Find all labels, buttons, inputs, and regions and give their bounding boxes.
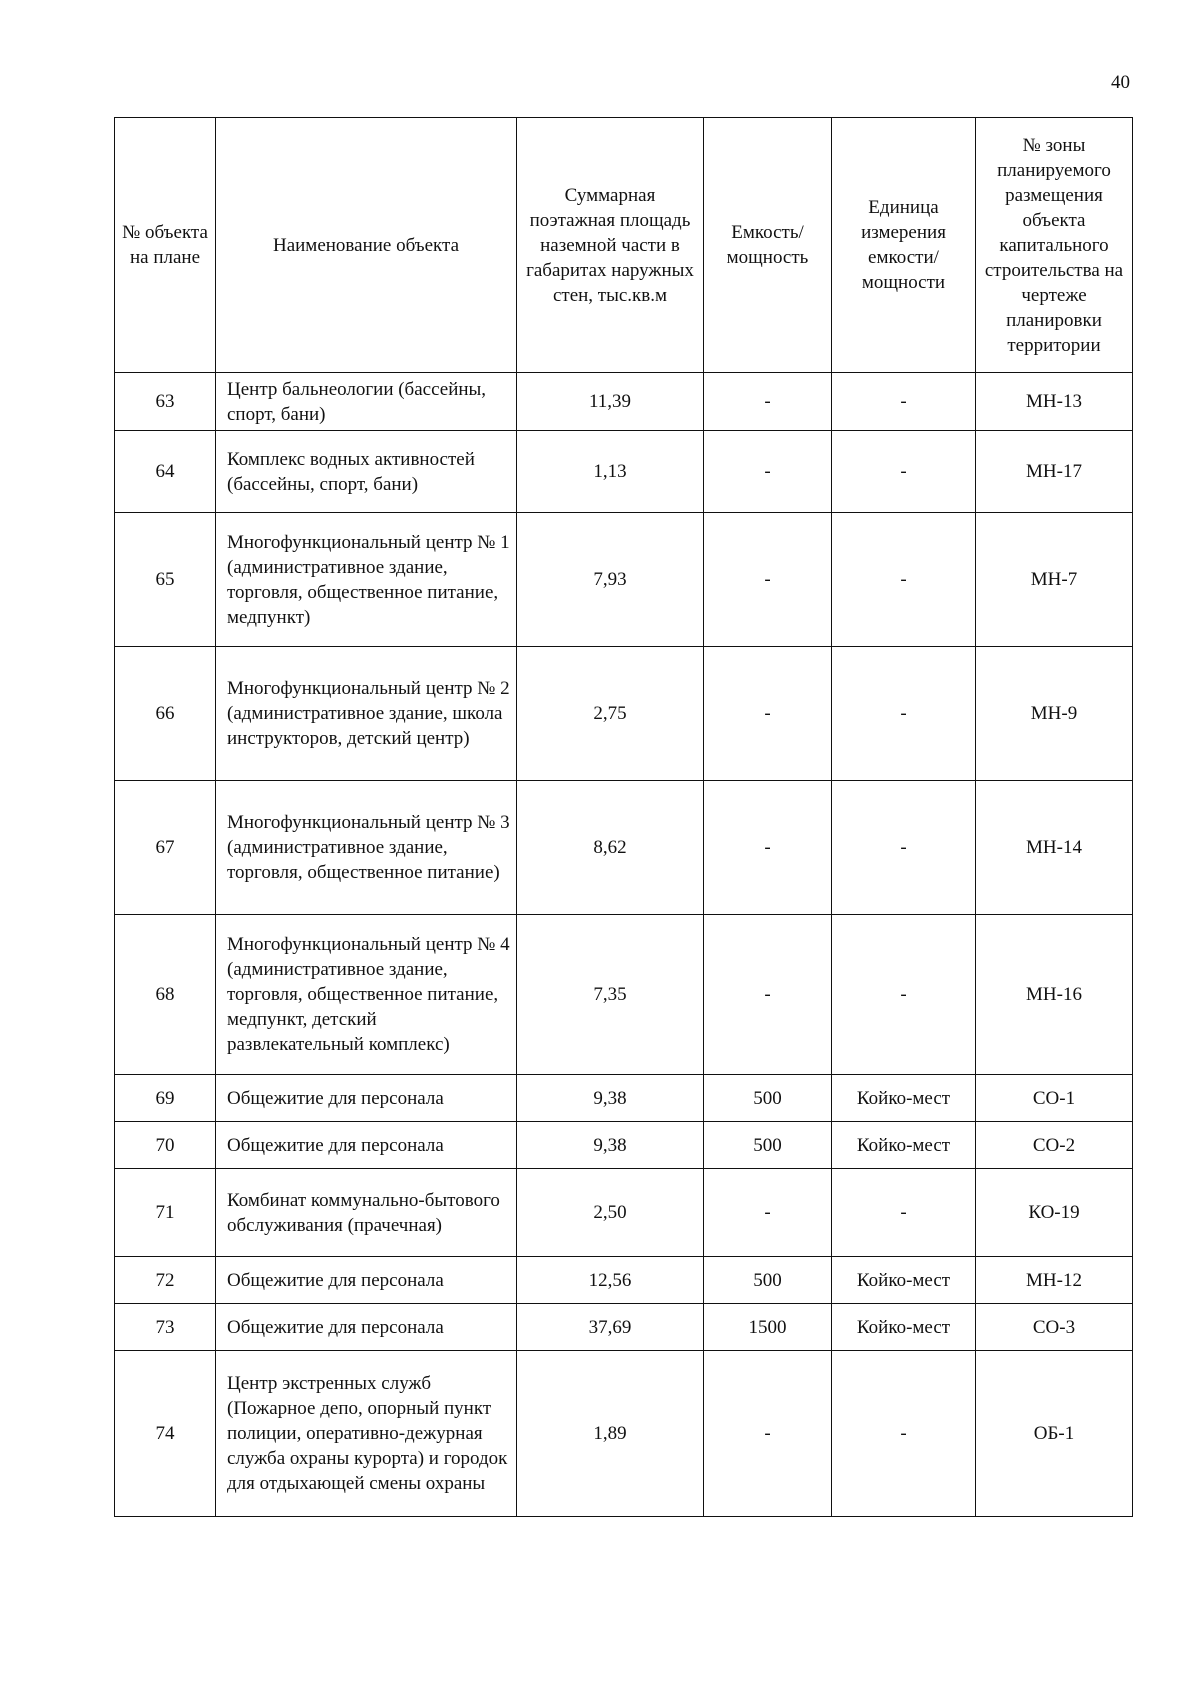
cell-floor-area: 1,89 — [517, 1351, 704, 1517]
cell-object-number: 68 — [115, 915, 216, 1075]
cell-zone-number: СО-3 — [976, 1304, 1133, 1351]
page-number: 40 — [1111, 72, 1130, 93]
cell-capacity: 1500 — [704, 1304, 832, 1351]
cell-object-name: Комплекс водных активностей (бассейны, спорт, бани) — [216, 431, 517, 513]
cell-zone-number: МН-16 — [976, 915, 1133, 1075]
cell-capacity: - — [704, 513, 832, 647]
cell-object-number: 67 — [115, 781, 216, 915]
cell-capacity-unit: Койко-мест — [832, 1075, 976, 1122]
cell-capacity-unit: - — [832, 647, 976, 781]
cell-object-number: 70 — [115, 1122, 216, 1169]
cell-capacity: 500 — [704, 1075, 832, 1122]
table-row — [115, 513, 1133, 647]
header-capacity-unit: Единица измерения емкости/ мощности — [832, 118, 976, 373]
cell-capacity-unit: - — [832, 513, 976, 647]
cell-zone-number: КО-19 — [976, 1169, 1133, 1257]
cell-capacity-unit: - — [832, 1351, 976, 1517]
cell-capacity-unit: - — [832, 915, 976, 1075]
table-row — [115, 1169, 1133, 1257]
cell-capacity-unit: - — [832, 431, 976, 513]
cell-object-name: Общежитие для персонала — [216, 1122, 517, 1169]
table-header-row — [115, 118, 1133, 373]
cell-capacity: - — [704, 1351, 832, 1517]
cell-zone-number: СО-2 — [976, 1122, 1133, 1169]
cell-object-number: 65 — [115, 513, 216, 647]
cell-floor-area: 9,38 — [517, 1122, 704, 1169]
cell-floor-area: 7,93 — [517, 513, 704, 647]
table-row — [115, 915, 1133, 1075]
cell-object-number: 63 — [115, 373, 216, 431]
cell-zone-number: МН-17 — [976, 431, 1133, 513]
cell-capacity: - — [704, 915, 832, 1075]
cell-object-name: Общежитие для персонала — [216, 1304, 517, 1351]
cell-zone-number: ОБ-1 — [976, 1351, 1133, 1517]
cell-object-number: 64 — [115, 431, 216, 513]
header-capacity: Емкость/ мощность — [704, 118, 832, 373]
cell-object-name: Общежитие для персонала — [216, 1257, 517, 1304]
cell-object-name: Многофункциональный центр № 1 (административное здание, торговля, общественное питание, медпункт) — [216, 513, 517, 647]
table-row — [115, 431, 1133, 513]
cell-floor-area: 7,35 — [517, 915, 704, 1075]
cell-object-name: Центр экстренных служб (Пожарное депо, опорный пункт полиции, оперативно-дежурная служба охраны курорта) и городок для отдыхающей смены охраны — [216, 1351, 517, 1517]
cell-capacity-unit: Койко-мест — [832, 1257, 976, 1304]
table-row — [115, 1351, 1133, 1517]
cell-object-name: Многофункциональный центр № 3 (административное здание, торговля, общественное питание) — [216, 781, 517, 915]
cell-object-name: Многофункциональный центр № 2 (административное здание, школа инструкторов, детский центр) — [216, 647, 517, 781]
cell-floor-area: 2,50 — [517, 1169, 704, 1257]
cell-object-name: Центр бальнеологии (бассейны, спорт, бани) — [216, 373, 517, 431]
table-row — [115, 373, 1133, 431]
cell-object-number: 72 — [115, 1257, 216, 1304]
cell-capacity: 500 — [704, 1122, 832, 1169]
cell-zone-number: СО-1 — [976, 1075, 1133, 1122]
cell-zone-number: МН-13 — [976, 373, 1133, 431]
table-row — [115, 1304, 1133, 1351]
table-row — [115, 1257, 1133, 1304]
table-row — [115, 781, 1133, 915]
table-row — [115, 1122, 1133, 1169]
cell-capacity-unit: - — [832, 781, 976, 915]
cell-capacity: - — [704, 781, 832, 915]
cell-object-name: Многофункциональный центр № 4 (административное здание, торговля, общественное питание, медпункт, детский развлекательный комплекс) — [216, 915, 517, 1075]
cell-capacity-unit: - — [832, 1169, 976, 1257]
cell-capacity: - — [704, 647, 832, 781]
cell-floor-area: 12,56 — [517, 1257, 704, 1304]
cell-object-number: 74 — [115, 1351, 216, 1517]
cell-object-name: Комбинат коммунально-бытового обслуживания (прачечная) — [216, 1169, 517, 1257]
table-row — [115, 1075, 1133, 1122]
cell-floor-area: 1,13 — [517, 431, 704, 513]
cell-floor-area: 2,75 — [517, 647, 704, 781]
cell-zone-number: МН-12 — [976, 1257, 1133, 1304]
table-row — [115, 647, 1133, 781]
cell-object-number: 73 — [115, 1304, 216, 1351]
cell-capacity-unit: - — [832, 373, 976, 431]
cell-zone-number: МН-7 — [976, 513, 1133, 647]
cell-capacity: 500 — [704, 1257, 832, 1304]
header-floor-area: Суммарная поэтажная площадь наземной части в габаритах наружных стен, тыс.кв.м — [517, 118, 704, 373]
cell-capacity: - — [704, 431, 832, 513]
cell-capacity: - — [704, 1169, 832, 1257]
objects-table — [114, 117, 1133, 1517]
cell-capacity-unit: Койко-мест — [832, 1304, 976, 1351]
cell-zone-number: МН-14 — [976, 781, 1133, 915]
cell-floor-area: 9,38 — [517, 1075, 704, 1122]
cell-capacity-unit: Койко-мест — [832, 1122, 976, 1169]
header-object-number: № объекта на плане — [115, 118, 216, 373]
cell-capacity: - — [704, 373, 832, 431]
cell-floor-area: 37,69 — [517, 1304, 704, 1351]
header-object-name: Наименование объекта — [216, 118, 517, 373]
cell-zone-number: МН-9 — [976, 647, 1133, 781]
cell-floor-area: 8,62 — [517, 781, 704, 915]
cell-object-name: Общежитие для персонала — [216, 1075, 517, 1122]
header-zone-number: № зоны планируемого размещения объекта капитального строительства на чертеже планировки территории — [976, 118, 1133, 373]
cell-object-number: 71 — [115, 1169, 216, 1257]
cell-object-number: 69 — [115, 1075, 216, 1122]
cell-floor-area: 11,39 — [517, 373, 704, 431]
cell-object-number: 66 — [115, 647, 216, 781]
